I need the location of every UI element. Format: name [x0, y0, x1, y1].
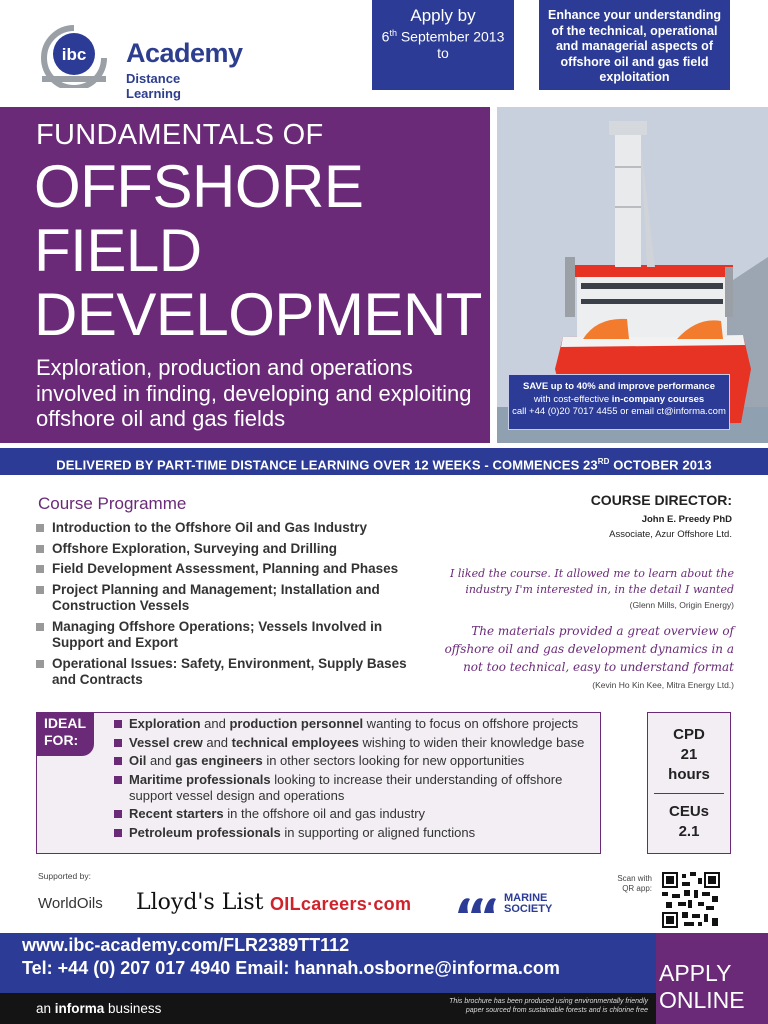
- lloyds-list-logo: Lloyd's List: [136, 890, 264, 915]
- bullet-square-icon: [114, 810, 122, 818]
- banner-line-offshore: OFFSHORE: [34, 153, 364, 220]
- offer-line-2: [509, 394, 729, 407]
- audience-item: Petroleum professionals in supporting or aligned functions: [114, 825, 594, 841]
- programme-item: Managing Offshore Operations; Vessels Involved in Support and Export: [36, 619, 416, 652]
- audience-item: Recent starters in the offshore oil and gas industry: [114, 806, 594, 822]
- footer-contact-bar: [0, 933, 656, 993]
- apply-online-line-2: ONLINE: [659, 987, 745, 1013]
- audience-item: Vessel crew and technical employees wishing to widen their knowledge base: [114, 735, 594, 751]
- audience-item: Oil and gas engineers in other sectors looking for new opportunities: [114, 753, 594, 769]
- enhance-box: Enhance your understanding of the technical, operational and managerial aspects of offshore oil and gas field exploitation: [539, 0, 730, 90]
- testimonial-quote-2: The materials provided a great overview of offshore oil and gas development dynamics in a not too technical, easy to understand format: [444, 624, 734, 674]
- programme-item: Operational Issues: Safety, Environment, Supply Bases and Contracts: [36, 656, 416, 689]
- programme-item: Offshore Exploration, Surveying and Drilling: [36, 541, 416, 558]
- programme-item: Introduction to the Offshore Oil and Gas Industry: [36, 520, 416, 537]
- apply-by-box: [372, 0, 514, 90]
- apply-by-to: to: [437, 44, 449, 61]
- bullet-square-icon: [36, 524, 44, 532]
- ibc-academy-logo: [38, 24, 243, 101]
- marine-society-wave-icon: [456, 893, 502, 915]
- in-company-offer-box: [508, 374, 730, 430]
- delivery-sup: RD: [597, 457, 610, 466]
- offer-headline: SAVE up to 40% and improve performance: [523, 381, 715, 392]
- cpd-block: [648, 725, 730, 785]
- banner-line-fundamentals: FUNDAMENTALS OF: [36, 119, 324, 151]
- apply-online-line-1: APPLY: [659, 960, 732, 986]
- ceu-block: [648, 802, 730, 842]
- course-programme-list: [36, 520, 416, 693]
- course-director-title: COURSE DIRECTOR:: [590, 492, 732, 508]
- ideal-for-list: [114, 716, 594, 844]
- oilcareers-logo-careers: careers·com: [300, 894, 412, 914]
- audience-item: Exploration and production personnel wanting to focus on offshore projects: [114, 716, 594, 732]
- ceu-label: CEUs: [668, 803, 709, 820]
- bullet-square-icon: [36, 545, 44, 553]
- footer-contact-line[interactable]: Tel: +44 (0) 207 017 4940 Email: hannah.osborne@informa.com: [22, 958, 560, 978]
- cpd-value: 21: [680, 746, 698, 763]
- logo-badge-text: ibc: [61, 45, 87, 64]
- bullet-square-icon: [36, 586, 44, 594]
- offer-contact[interactable]: call +44 (0)20 7017 4455 or email ct@informa.com: [512, 406, 726, 417]
- delivery-bar: [0, 448, 768, 475]
- cpd-ceu-box: [647, 712, 731, 854]
- marine-society-line-2: SOCIETY: [504, 903, 553, 915]
- bullet-square-icon: [114, 757, 122, 765]
- worldoils-logo: WorldOils: [38, 895, 103, 912]
- apply-by-date: [372, 28, 514, 45]
- title-banner: [0, 107, 490, 443]
- testimonial-quote-1: I liked the course. It allowed me to learn about the industry I'm interested in, in the detail I wanted: [450, 567, 734, 596]
- testimonial-author-2: (Kevin Ho Kin Kee, Mitra Energy Ltd.): [592, 680, 734, 690]
- ideal-tag-line-1: IDEAL: [44, 715, 86, 731]
- qr-code-icon[interactable]: [662, 872, 720, 928]
- offer-line-2-bold: in-company courses: [611, 393, 705, 405]
- eco-paper-note: This brochure has been produced using environmentally friendly paper sourced from sustainable forests and is chlorine free: [449, 998, 648, 1014]
- cpd-label: CPD: [673, 726, 705, 743]
- course-programme-title: Course Programme: [38, 494, 187, 513]
- bullet-square-icon: [114, 776, 122, 784]
- apply-online-button[interactable]: [656, 933, 768, 1024]
- informa-strip: [0, 993, 656, 1024]
- testimonial-author-1: (Glenn Mills, Origin Energy): [629, 600, 734, 610]
- logo-subtitle: Distance Learning: [126, 71, 181, 101]
- apply-day-suffix: th: [389, 28, 397, 38]
- ibc-logo-icon: [38, 24, 110, 88]
- footer-url-link[interactable]: www.ibc-academy.com/FLR2389TT112: [22, 935, 350, 955]
- course-director-name: John E. Preedy PhD: [641, 514, 732, 525]
- scan-qr-label: Scan with QR app:: [617, 874, 652, 893]
- bullet-square-icon: [114, 829, 122, 837]
- logo-title: Academy: [126, 38, 243, 68]
- oilcareers-logo-oil: OIL: [270, 894, 301, 914]
- ideal-for-tag: [36, 712, 94, 756]
- supported-by-label: Supported by:: [38, 871, 91, 881]
- banner-main-title: [34, 155, 482, 347]
- bullet-square-icon: [114, 720, 122, 728]
- cpd-unit: hours: [668, 766, 710, 783]
- banner-subtitle: Exploration, production and operations involved in finding, developing and exploiting offshore oil and gas fields: [36, 355, 472, 431]
- programme-item: Field Development Assessment, Planning and Phases: [36, 561, 416, 578]
- apply-by-label: Apply by: [410, 6, 476, 25]
- apply-day: 6: [381, 28, 390, 45]
- programme-item: Project Planning and Management; Installation and Construction Vessels: [36, 582, 416, 615]
- bullet-square-icon: [36, 623, 44, 631]
- ceu-value: 2.1: [678, 823, 700, 840]
- oilcareers-logo: [270, 894, 411, 915]
- delivery-text: DELIVERED BY PART-TIME DISTANCE LEARNING OVER 12 WEEKS - COMMENCES 23: [56, 457, 598, 473]
- cpd-divider: [654, 793, 724, 794]
- informa-business-logo: an informa business: [36, 1001, 162, 1016]
- bullet-square-icon: [114, 739, 122, 747]
- marine-society-line-1: MARINE: [504, 892, 548, 904]
- marine-society-logo: [504, 893, 552, 915]
- bullet-square-icon: [36, 565, 44, 573]
- banner-line-development: DEVELOPMENT: [34, 281, 482, 348]
- ideal-tag-line-2: FOR:: [44, 732, 79, 748]
- audience-item: Maritime professionals looking to increase their understanding of offshore support vessel design and operations: [114, 772, 594, 804]
- banner-line-field: FIELD: [34, 217, 202, 284]
- offer-line-2-text: with cost-effective: [533, 393, 612, 405]
- course-director-role: Associate, Azur Offshore Ltd.: [609, 529, 732, 540]
- bullet-square-icon: [36, 660, 44, 668]
- delivery-date: OCTOBER 2013: [609, 457, 712, 473]
- apply-month: September 2013: [396, 28, 505, 45]
